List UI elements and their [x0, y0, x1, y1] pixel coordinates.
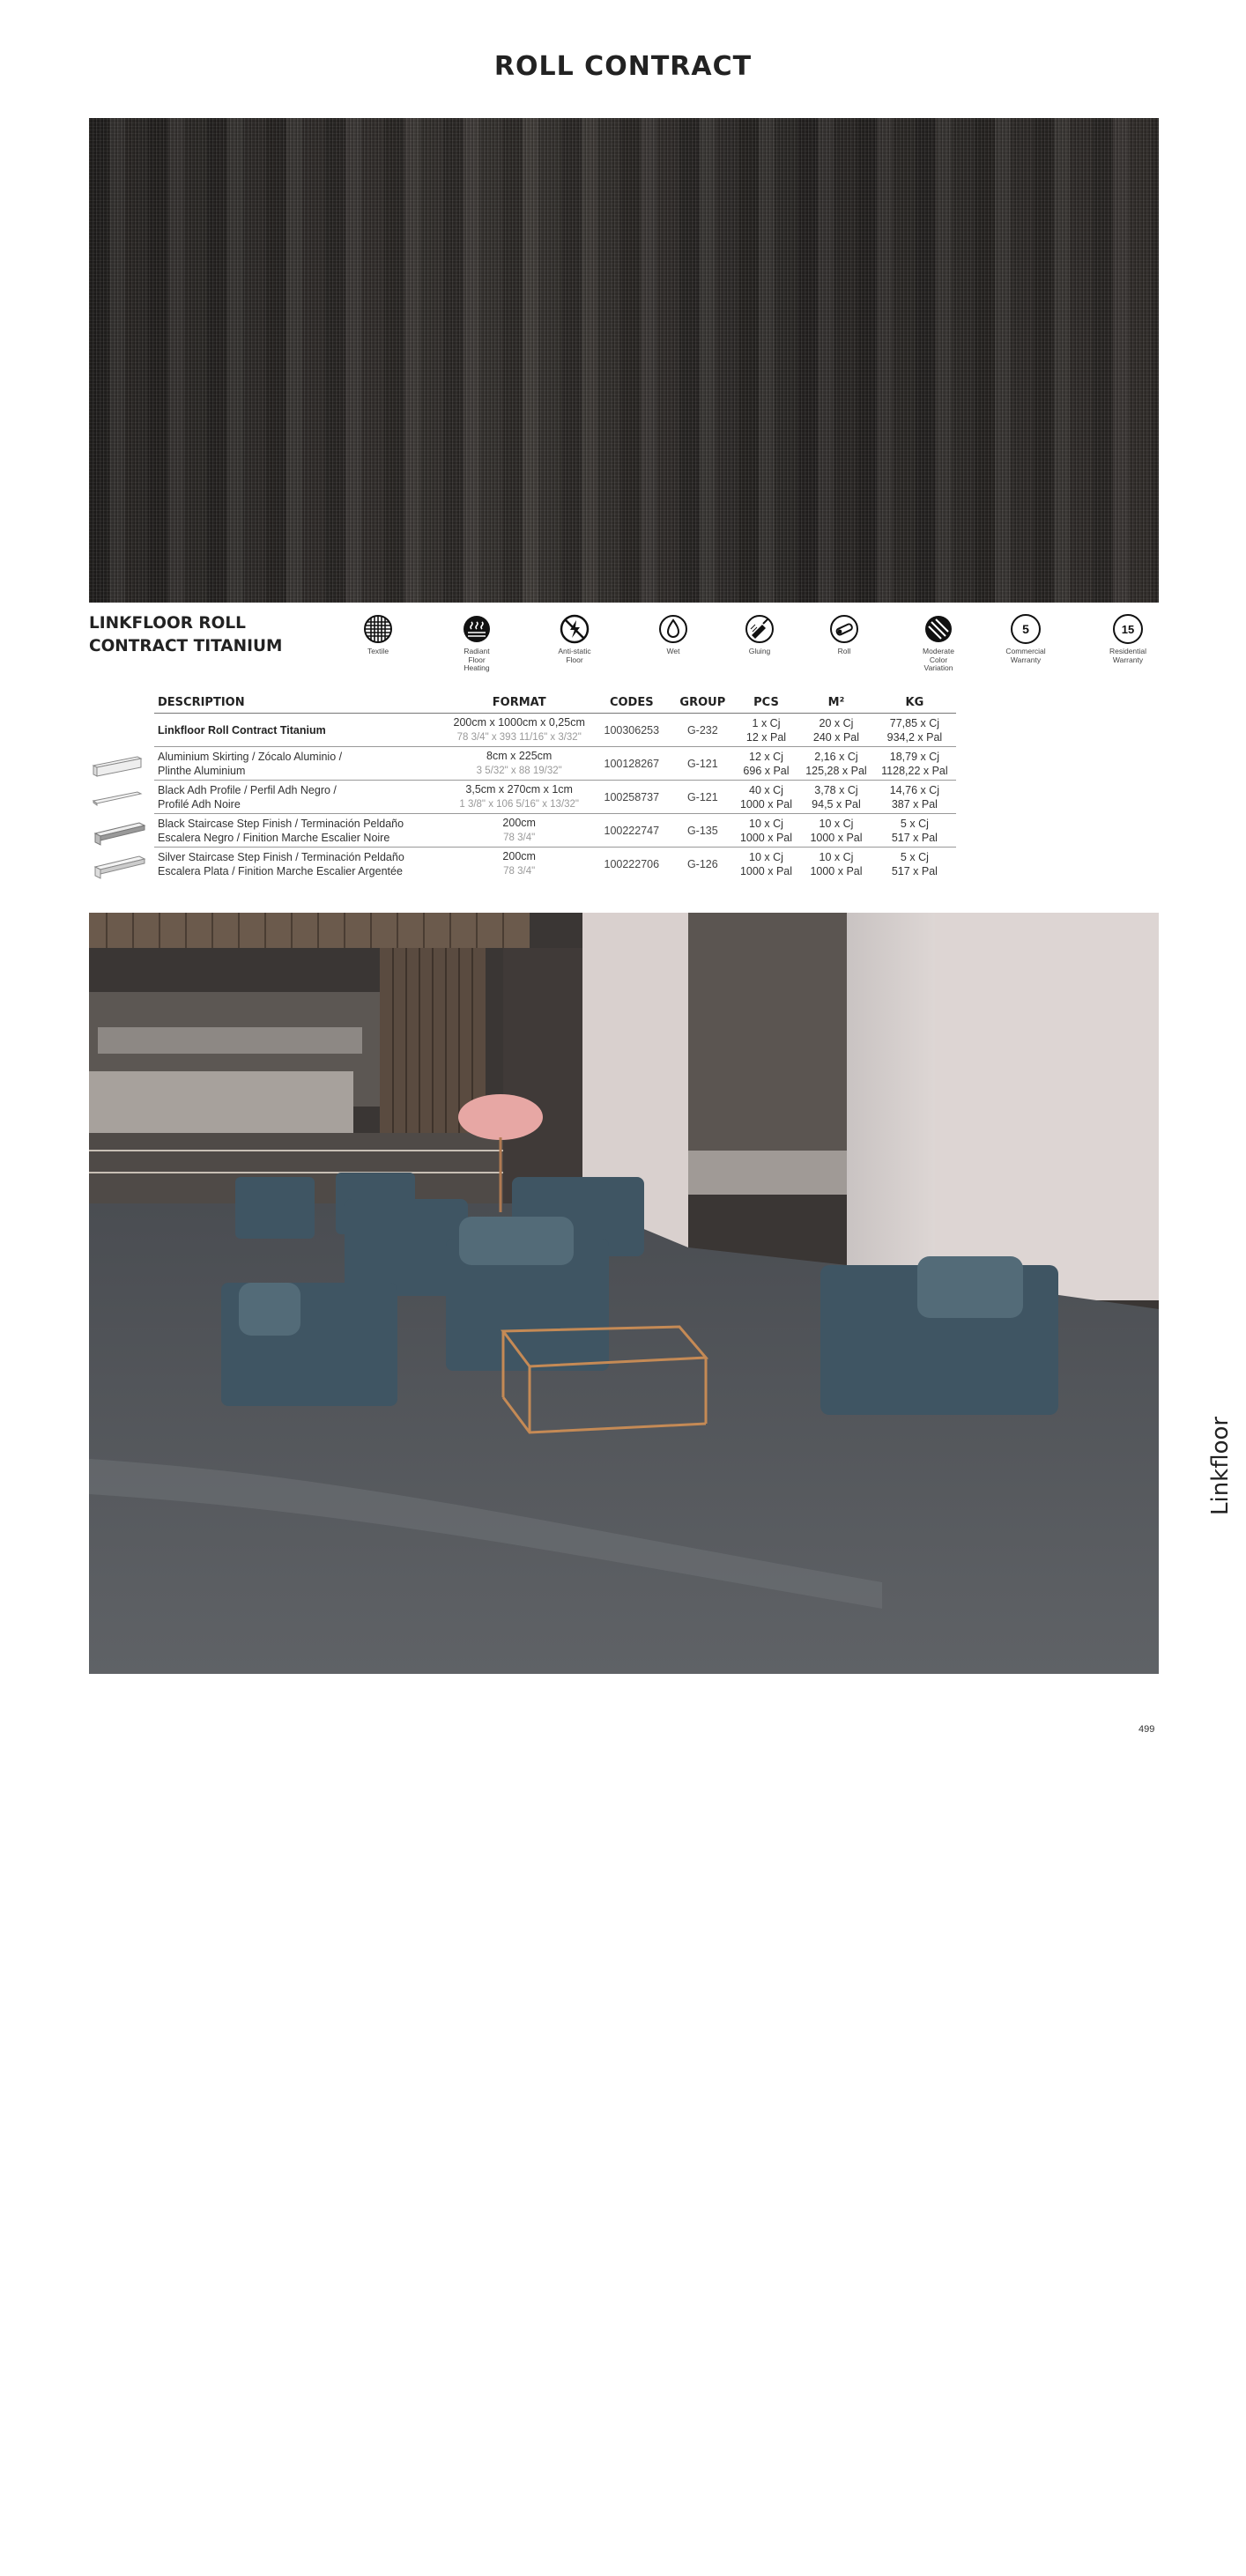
feature-textile [330, 614, 426, 656]
commercial-warranty-years: 5 [1022, 622, 1029, 636]
col-m2: M² [799, 696, 873, 714]
feature-label: Roll [796, 648, 893, 656]
row-code: 100258737 [591, 781, 672, 814]
black-staircase-step-thumbnail [92, 819, 146, 848]
row-description: Silver Staircase Step Finish / Terminación Peldaño Escalera Plata / Finition Marche Escalier Argentée [154, 848, 448, 881]
row-group: G-232 [672, 714, 733, 747]
product-name-line-2: CONTRACT TITANIUM [89, 635, 318, 658]
feature-residential-warranty [1079, 614, 1176, 664]
caption-floor-label: Floor Covering: [1218, 2298, 1231, 2384]
row-kg: 18,79 x Cj 1128,22 x Pal [873, 747, 956, 781]
table-row [154, 848, 956, 881]
row-format: 200cm 78 3/4" [448, 848, 591, 881]
wet-icon [658, 614, 688, 644]
col-pcs: PCS [733, 696, 799, 714]
feature-wet [625, 614, 722, 656]
row-m2: 2,16 x Cj 125,28 x Pal [799, 747, 873, 781]
feature-label: Moderate Color Variation [917, 648, 960, 673]
photo-caption [1218, 2136, 1231, 2576]
page-number: 499 [1138, 1724, 1154, 1735]
feature-gluing [711, 614, 808, 656]
col-kg: KG [873, 696, 956, 714]
caption-wall-label: Wall Covering: [1218, 2496, 1231, 2576]
row-description: Aluminium Skirting / Zócalo Aluminio / Plinthe Aluminium [154, 747, 448, 781]
interior-scene [89, 913, 1159, 1674]
product-name [89, 612, 318, 658]
row-format: 200cm 78 3/4" [448, 814, 591, 848]
product-name-line-1: LINKFLOOR ROLL [89, 612, 318, 635]
feature-label: Wet [625, 648, 722, 656]
commercial-warranty-icon [1011, 614, 1041, 644]
row-format: 3,5cm x 270cm x 1cm 1 3/8" x 106 5/16" x 13/32" [448, 781, 591, 814]
table-row [154, 747, 956, 781]
row-group: G-121 [672, 747, 733, 781]
textile-icon [363, 614, 393, 644]
feature-commercial-warranty [977, 614, 1074, 664]
moderate-color-variation-icon [923, 614, 953, 644]
row-description: Black Adh Profile / Perfil Adh Negro / Profilé Adh Noire [154, 781, 448, 814]
caption-wall-value: Persian White Pulido [1218, 2387, 1231, 2493]
row-pcs: 40 x Cj 1000 x Pal [733, 781, 799, 814]
row-kg: 5 x Cj 517 x Pal [873, 814, 956, 848]
row-format: 200cm x 1000cm x 0,25cm 78 3/4" x 393 11/16" x 3/32" [448, 714, 591, 747]
row-kg: 5 x Cj 517 x Pal [873, 848, 956, 881]
row-format: 8cm x 225cm 3 5/32" x 88 19/32" [448, 747, 591, 781]
spec-table-header [154, 696, 956, 714]
col-description: DESCRIPTION [154, 696, 448, 714]
row-m2: 10 x Cj 1000 x Pal [799, 848, 873, 881]
table-row [154, 714, 956, 747]
col-group: GROUP [672, 696, 733, 714]
row-description: Black Staircase Step Finish / Terminación Peldaño Escalera Negro / Finition Marche Escalier Noire [154, 814, 448, 848]
anti-static-floor-icon [560, 614, 590, 644]
spec-table [154, 696, 956, 880]
feature-label: Commercial Warranty [999, 648, 1052, 664]
row-group: G-126 [672, 848, 733, 881]
row-pcs: 10 x Cj 1000 x Pal [733, 814, 799, 848]
gluing-icon [745, 614, 775, 644]
row-kg: 77,85 x Cj 934,2 x Pal [873, 714, 956, 747]
row-code: 100128267 [591, 747, 672, 781]
feature-label: Residential Warranty [1101, 648, 1154, 664]
feature-moderate-color-variation [890, 614, 987, 673]
row-group: G-121 [672, 781, 733, 814]
feature-radiant-floor-heating [428, 614, 525, 673]
silver-staircase-step-thumbnail [92, 853, 146, 881]
feature-anti-static-floor [526, 614, 623, 664]
col-codes: CODES [591, 696, 672, 714]
row-kg: 14,76 x Cj 387 x Pal [873, 781, 956, 814]
table-row [154, 781, 956, 814]
row-group: G-135 [672, 814, 733, 848]
caption-floor-value: Linkfloor Roll Contract Titanium [1218, 2136, 1231, 2296]
row-description: Linkfloor Roll Contract Titanium [154, 714, 448, 747]
brand-name: Linkfloor [1207, 1417, 1234, 1515]
roll-icon [829, 614, 859, 644]
row-pcs: 12 x Cj 696 x Pal [733, 747, 799, 781]
radiant-floor-heating-icon [462, 614, 492, 644]
table-row [154, 814, 956, 848]
row-m2: 10 x Cj 1000 x Pal [799, 814, 873, 848]
page-title: ROLL CONTRACT [0, 51, 1246, 82]
feature-label: Anti-static Floor [553, 648, 597, 664]
residential-warranty-years: 15 [1122, 623, 1134, 636]
feature-label: Textile [330, 648, 426, 656]
row-code: 100222747 [591, 814, 672, 848]
aluminium-skirting-thumbnail [92, 753, 143, 778]
row-code: 100306253 [591, 714, 672, 747]
row-pcs: 10 x Cj 1000 x Pal [733, 848, 799, 881]
feature-label: Radiant Floor Heating [458, 648, 495, 673]
col-format: FORMAT [448, 696, 591, 714]
interior-photo [89, 913, 1159, 1674]
row-pcs: 1 x Cj 12 x Pal [733, 714, 799, 747]
feature-label: Gluing [711, 648, 808, 656]
row-m2: 20 x Cj 240 x Pal [799, 714, 873, 747]
row-m2: 3,78 x Cj 94,5 x Pal [799, 781, 873, 814]
row-code: 100222706 [591, 848, 672, 881]
residential-warranty-icon [1113, 614, 1143, 644]
product-texture-swatch [89, 118, 1159, 603]
feature-roll [796, 614, 893, 656]
black-adh-profile-thumbnail [92, 788, 143, 808]
